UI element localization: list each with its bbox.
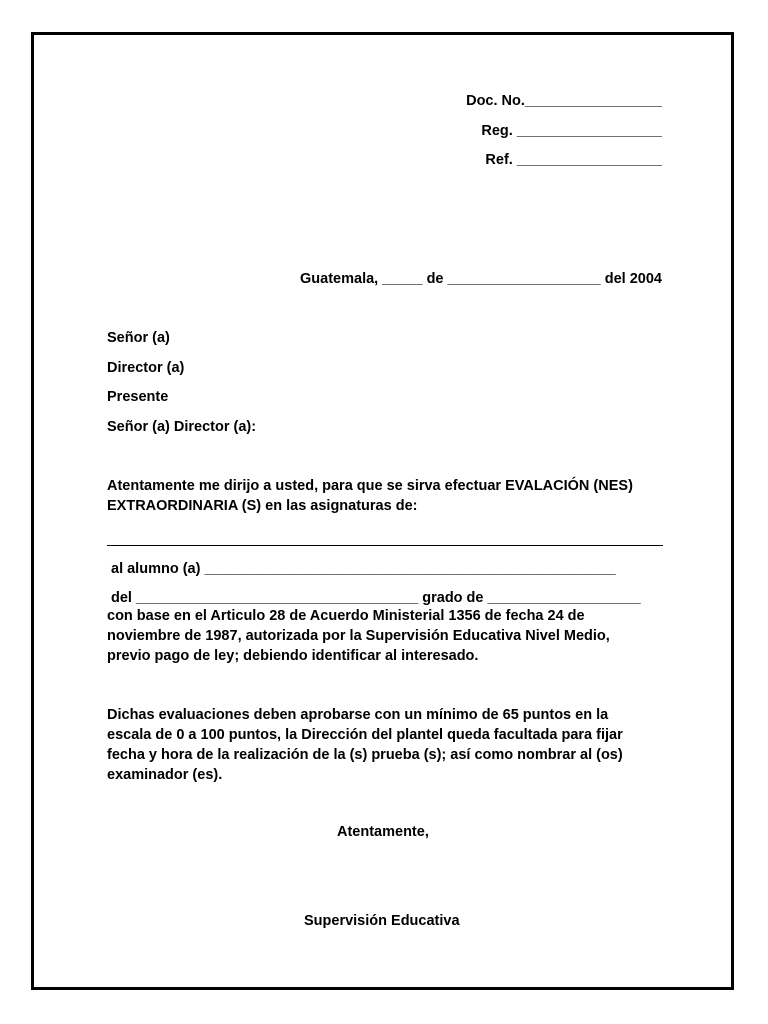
ref-line: Ref. __________________	[485, 152, 662, 168]
doc-number-line: Doc. No._________________	[466, 93, 662, 109]
closing-farewell: Atentamente,	[337, 824, 429, 840]
date-line: Guatemala, _____ de ___________________ del 2004	[300, 271, 662, 287]
salutation-senor: Señor (a)	[107, 330, 170, 346]
salutation-presente: Presente	[107, 389, 169, 405]
evaluation-line-1: Dichas evaluaciones deben aprobarse con un mínimo de 65 puntos en la	[107, 707, 609, 723]
closing-signature: Supervisión Educativa	[304, 913, 460, 929]
salutation-director: Director (a)	[107, 360, 185, 376]
basis-line-2: noviembre de 1987, autorizada por la Supervisión Educativa Nivel Medio,	[107, 628, 610, 644]
basis-line-1: con base en el Articulo 28 de Acuerdo Ministerial 1356 de fecha 24 de	[107, 608, 585, 624]
basis-line-3: previo pago de ley; debiendo identificar al interesado.	[107, 648, 479, 664]
intro-line-2: EXTRAORDINARIA (S) en las asignaturas de:	[107, 498, 418, 514]
evaluation-line-3: fecha y hora de la realización de la (s) prueba (s); así como nombrar al (os)	[107, 747, 623, 763]
student-line: al alumno (a) ___________________________________________________	[111, 561, 616, 577]
salutation-greeting: Señor (a) Director (a):	[107, 419, 257, 435]
evaluation-line-2: escala de 0 a 100 puntos, la Dirección del plantel queda facultada para fijar	[107, 727, 623, 743]
intro-line-1: Atentamente me dirijo a usted, para que se sirva efectuar EVALACIÓN (NES)	[107, 478, 633, 494]
subjects-blank-line	[107, 545, 663, 546]
reg-line: Reg. __________________	[481, 123, 662, 139]
del-grado-line: del ___________________________________ grado de ___________________	[111, 590, 641, 606]
evaluation-line-4: examinador (es).	[107, 767, 223, 783]
